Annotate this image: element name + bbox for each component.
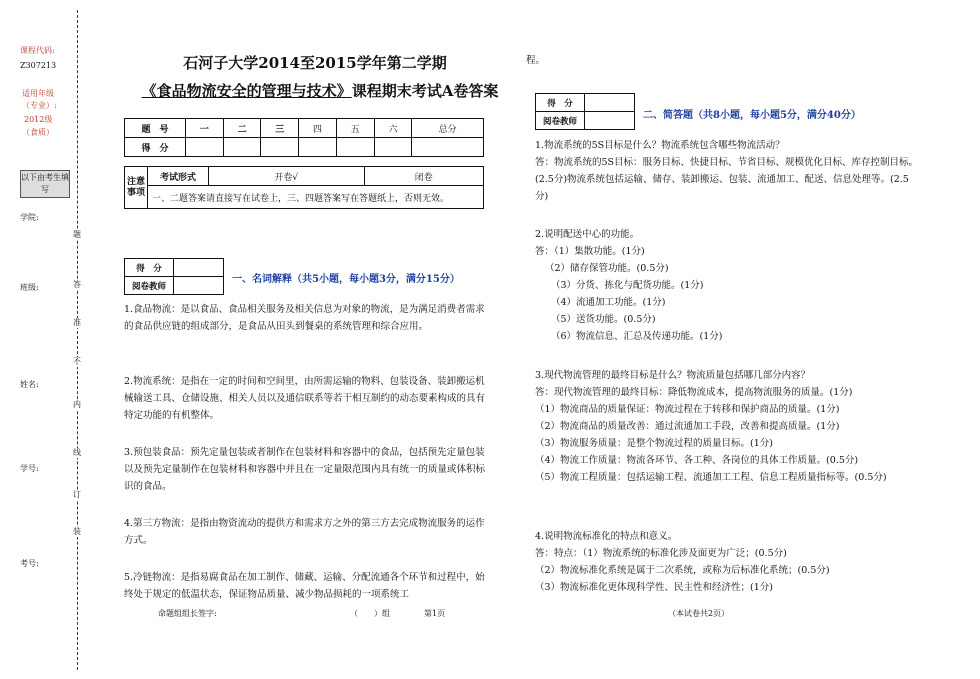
answer-text: （3）物流服务质量：是整个物流过程的质量目标。(1分) [535, 438, 774, 449]
score-header: 二 [223, 119, 261, 138]
term-text: 2.物流系统：是指在一定的时间和空间里，由所需运输的物料、包装设备、装卸搬运机械输送工具、仓储设施、相关人员以及通信联系等若干相互制约的动态要素构成的具有特定功能的有机整体。 [124, 376, 486, 421]
grader-teacher-label: 阅卷教师 [125, 277, 174, 295]
student-id-label: 学号: [20, 464, 39, 473]
score-header: 五 [336, 119, 374, 138]
answer-text: （2）物流商品的质量改善：通过流通加工手段，改善和提高质量。(1分) [535, 421, 840, 432]
term-item [124, 515, 492, 549]
question-4 [535, 528, 920, 596]
question-2 [535, 226, 920, 345]
question-text: 2.说明配送中心的功能。 [535, 229, 640, 240]
footer-page: 第1页 [424, 609, 446, 618]
answer-text: 答：（1）集散功能。(1分) [535, 246, 645, 257]
answer-text: （6）物流信息、汇总及传递功能。(1分) [551, 331, 723, 342]
score-header: 四 [299, 119, 337, 138]
fold-char: 答 [73, 280, 81, 289]
course-code-label: 课程代码: [20, 46, 55, 55]
score-label: 得 分 [125, 138, 186, 157]
answer-text: （5）送货功能。(0.5分) [551, 314, 656, 325]
notice-label: 注意事项 [125, 167, 148, 209]
question-text: 4.说明物流标准化的特点和意义。 [535, 531, 678, 542]
grade-label: 适用年级 [22, 89, 54, 98]
fold-char: 题 [73, 230, 81, 239]
answer-text: （3）物流标准化更体现科学性、民主性和经济性；(1分) [535, 582, 774, 593]
answer-text: （1）物流商品的质量保证：物流过程在于转移和保护商品的质量。(1分) [535, 404, 840, 415]
major: （食质） [22, 128, 54, 137]
exam-id-label: 考号: [20, 559, 39, 568]
answer-text: （2）储存保管功能。(0.5分) [545, 263, 669, 274]
term-text: 1.食品物流：是以食品、食品相关服务及相关信息为对象的物流，是为满足消费者需求的食品供应链的组成部分，是食品从田头到餐桌的系统管理和综合应用。 [124, 304, 485, 332]
course-name: 《食品物流安全的管理与技术》 [141, 82, 352, 100]
score-table [124, 118, 484, 157]
grader-teacher-label: 阅卷教师 [536, 112, 585, 130]
exam-title-line2 [120, 80, 520, 101]
score-header: 三 [261, 119, 299, 138]
term-item [124, 569, 492, 603]
answer-text: （2）物流标准化系统是属于二次系统，或称为后标准化系统；(0.5分) [535, 565, 830, 576]
footer-total: （本试卷共2页） [668, 609, 730, 618]
grader-box-1 [124, 258, 224, 295]
term-item [124, 373, 492, 424]
course-code: Z307213 [20, 61, 57, 70]
question-text: 3.现代物流管理的最终目标是什么？物流质量包括哪几部分内容？ [535, 370, 811, 381]
continuation-text: 程。 [526, 55, 546, 66]
binding-line [77, 10, 78, 670]
score-header: 总分 [412, 119, 484, 138]
answer-text: 答：物流系统的5S目标：服务目标、快捷目标、节省目标、规模优化目标、库存控制目标。(2.5分)物流系统包括运输、储存、装卸搬运、包装、流通加工、配送、信息处理等。(2.5分) [535, 157, 919, 202]
grader-score-label: 得 分 [536, 94, 585, 112]
fold-char: 不 [73, 357, 81, 366]
score-header: 题 号 [125, 119, 186, 138]
exam-form-open: 开卷√ [209, 167, 365, 186]
exam-form-label: 考试形式 [148, 167, 209, 186]
term-text: 5.冷链物流：是指易腐食品在加工制作、储藏、运输、分配流通各个环节和过程中，始终处于规定的低温状态，保证物品质量、减少物品损耗的一项系统工 [124, 572, 485, 600]
answer-text: 答：现代物流管理的最终目标：降低物流成本，提高物流服务的质量。(1分) [535, 387, 853, 398]
term-item [124, 301, 492, 335]
exam-form-closed: 闭卷 [364, 167, 484, 186]
fold-char: 线 [73, 448, 81, 457]
fold-char: 订 [73, 490, 81, 499]
footer-group: （ ）组 [350, 609, 390, 618]
fill-note: 以下由考生填写 [20, 170, 70, 198]
question-3 [535, 367, 920, 486]
answer-text: 答：特点：（1）物流系统的标准化涉及面更为广泛；(0.5分) [535, 548, 787, 559]
score-header: 一 [186, 119, 224, 138]
question-text: 1.物流系统的5S目标是什么？物流系统包含哪些物流活动？ [535, 140, 785, 151]
answer-text: （4）物流工作质量：物流各环节、各工种、各岗位的具体工作质量。(0.5分) [535, 455, 859, 466]
fold-char: 装 [73, 527, 81, 536]
footer-signer: 命题组组长签字: [158, 609, 217, 618]
term-item [124, 444, 492, 495]
term-text: 3.预包装食品：预先定量包装或者制作在包装材料和容器中的食品，包括预先定量包装以及预先定量制作在包装材料和容器中并且在一定量限范围内具有统一的质量或体积标识的食品。 [124, 447, 486, 492]
exam-title-rest: 课程期末考试A卷答案 [351, 82, 499, 100]
fold-char: 内 [73, 400, 81, 409]
answer-text: （3）分货、拣化与配货功能。(1分) [551, 280, 704, 291]
major-label: （专业）: [22, 101, 57, 110]
exam-title-line1: 石河子大学2014至2015学年第二学期 [183, 54, 447, 72]
term-text: 4.第三方物流：是指由物资流动的提供方和需求方之外的第三方去完成物流服务的运作方式。 [124, 518, 485, 546]
notice-instruction: 一、二题答案请直接写在试卷上，三、四题答案写在答题纸上，否则无效。 [148, 186, 484, 209]
section1-title: 一、名词解释（共5小题，每小题3分，满分15分） [232, 274, 460, 285]
fold-char: 准 [73, 318, 81, 327]
section2-title: 二、简答题（共8小题，每小题5分，满分40分） [643, 110, 861, 121]
grader-box-2 [535, 93, 635, 130]
grader-score-label: 得 分 [125, 259, 174, 277]
grade: 2012级 [24, 115, 53, 124]
question-1 [535, 137, 920, 205]
answer-text: （5）物流工程质量：包括运输工程、流通加工工程、信息工程质量指标等。(0.5分) [535, 472, 887, 483]
class-label: 班级: [20, 283, 39, 292]
college-label: 学院: [20, 213, 39, 222]
score-header: 六 [374, 119, 412, 138]
notice-table [124, 166, 484, 209]
name-label: 姓名: [20, 380, 39, 389]
answer-text: （4）流通加工功能。(1分) [551, 297, 666, 308]
